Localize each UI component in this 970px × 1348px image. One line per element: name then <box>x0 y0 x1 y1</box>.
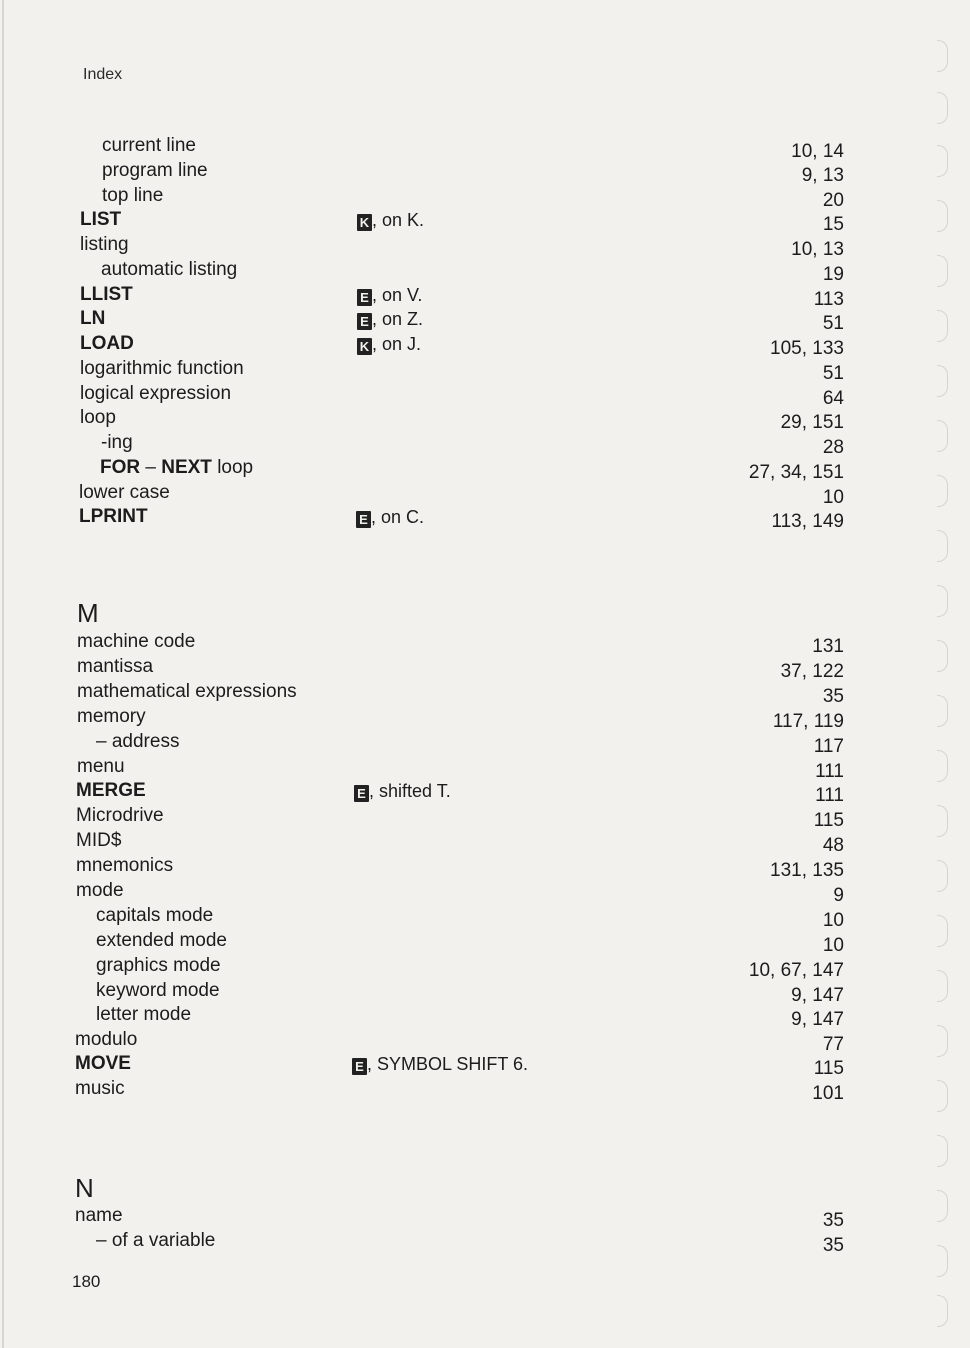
entry-term: FOR – NEXT loop <box>100 457 254 478</box>
index-entry <box>0 208 970 235</box>
entry-pages: 117, 119 <box>772 711 844 732</box>
entry-pages: 111 <box>815 785 844 806</box>
entry-term: Microdrive <box>76 805 164 826</box>
entry-term: name <box>75 1205 123 1226</box>
index-entry <box>0 481 970 508</box>
entry-keyword: LIST <box>80 209 122 230</box>
entry-term: machine code <box>77 631 196 652</box>
entry-pages: 35 <box>822 1210 844 1231</box>
keyboard-mode-icon: K <box>357 214 372 231</box>
entry-pages: 77 <box>822 1034 844 1055</box>
keyboard-mode-icon: E <box>356 511 371 528</box>
index-entry <box>0 134 970 162</box>
index-entry <box>0 357 970 384</box>
entry-pages: 10 <box>822 910 844 931</box>
entry-pages: 64 <box>822 388 844 409</box>
index-entry <box>0 332 970 359</box>
entry-pages: 10, 13 <box>791 239 844 260</box>
entry-term: mantissa <box>77 656 154 677</box>
index-entry <box>0 979 970 1006</box>
keyboard-mode-icon: E <box>352 1058 367 1075</box>
entry-pages: 113, 149 <box>771 511 844 532</box>
index-entry <box>0 655 970 682</box>
entry-term: – of a variable <box>96 1230 216 1251</box>
entry-key: K , on K. <box>357 208 424 232</box>
entry-term: MID$ <box>76 830 122 851</box>
entry-term: graphics mode <box>96 955 221 976</box>
entry-term: capitals mode <box>96 905 214 926</box>
entry-keyword: LN <box>80 308 106 329</box>
page-number: 180 <box>72 1272 101 1291</box>
index-entry <box>0 904 970 931</box>
entry-term: program line <box>102 160 208 181</box>
entry-key: E , shifted T. <box>354 779 451 803</box>
entry-pages: 9, 147 <box>791 1009 844 1030</box>
entry-pages: 115 <box>813 1058 844 1079</box>
entry-pages: 9, 13 <box>801 165 844 186</box>
entry-term: logarithmic function <box>80 358 244 379</box>
index-entry <box>0 1204 970 1231</box>
entry-keyword: MERGE <box>76 780 146 801</box>
index-entry <box>0 680 970 707</box>
entry-pages: 27, 34, 151 <box>748 462 844 483</box>
entry-pages: 9 <box>833 885 844 906</box>
index-entry <box>0 406 970 433</box>
index-entry <box>0 233 970 260</box>
index-entry <box>0 258 970 285</box>
entry-pages: 51 <box>822 363 844 384</box>
entry-key: K , on J. <box>357 332 421 356</box>
entry-pages: 37, 122 <box>780 661 844 682</box>
index-entry <box>0 1003 970 1030</box>
entry-pages: 111 <box>815 761 844 782</box>
index-entry <box>0 431 970 458</box>
index-entry <box>0 630 970 657</box>
index-entry <box>0 829 970 856</box>
index-entry <box>0 159 970 186</box>
entry-pages: 115 <box>813 810 844 831</box>
index-entry <box>0 779 970 806</box>
index-entry <box>0 1052 970 1079</box>
entry-pages: 19 <box>822 264 844 285</box>
entry-pages: 101 <box>812 1083 844 1104</box>
index-entry <box>0 1077 970 1104</box>
keyboard-mode-icon: E <box>357 313 372 330</box>
entry-pages: 35 <box>822 686 844 707</box>
entry-pages: 10 <box>822 487 844 508</box>
entry-key: E , on C. <box>356 505 424 529</box>
index-entry <box>0 804 970 831</box>
entry-pages: 9, 147 <box>791 985 844 1006</box>
entry-pages: 20 <box>822 190 844 211</box>
entry-term: -ing <box>101 432 133 453</box>
entry-pages: 35 <box>822 1235 844 1256</box>
entry-pages: 15 <box>822 214 844 235</box>
entry-pages: 131, 135 <box>770 860 844 881</box>
entry-pages: 105, 133 <box>770 338 844 359</box>
index-entry <box>0 382 970 409</box>
index-entry <box>0 1028 970 1055</box>
index-entry <box>0 184 970 211</box>
entry-term: modulo <box>75 1029 138 1050</box>
entry-term: logical expression <box>80 383 232 404</box>
index-entry <box>0 854 970 881</box>
entry-key: E , on V. <box>357 283 422 307</box>
entry-pages: 10 <box>822 935 844 956</box>
entry-pages: 48 <box>822 835 844 856</box>
entry-term: – address <box>96 731 180 752</box>
entry-key: E , on Z. <box>357 307 423 331</box>
entry-term: automatic listing <box>101 259 238 280</box>
index-entry <box>0 954 970 981</box>
index-entry <box>0 730 970 757</box>
entry-pages: 131 <box>812 636 844 657</box>
index-entry <box>0 879 970 906</box>
index-entry <box>0 755 970 782</box>
index-entry <box>0 283 970 310</box>
entry-pages: 10, 67, 147 <box>748 960 844 981</box>
keyboard-mode-icon: K <box>357 338 372 355</box>
entry-term: music <box>75 1078 125 1099</box>
entry-pages: 117 <box>813 736 844 757</box>
entry-term: menu <box>77 756 125 777</box>
index-entry <box>0 505 970 532</box>
keyboard-mode-icon: E <box>357 289 372 306</box>
entry-term: letter mode <box>96 1004 192 1025</box>
entry-term: lower case <box>79 482 170 503</box>
entry-term: loop <box>80 407 116 428</box>
entry-keyword: MOVE <box>75 1053 131 1074</box>
entry-term: extended mode <box>96 930 227 951</box>
entry-term: mode <box>76 880 124 901</box>
running-head: Index <box>83 66 123 83</box>
entry-term: memory <box>77 706 146 727</box>
entry-term: listing <box>80 234 129 255</box>
entry-term: keyword mode <box>96 980 220 1001</box>
section-heading-n: N <box>75 1173 94 1203</box>
entry-pages: 113 <box>813 289 844 310</box>
entry-term: mnemonics <box>76 855 174 876</box>
entry-keyword: LPRINT <box>79 506 148 527</box>
entry-keyword: LLIST <box>80 284 133 305</box>
index-entry <box>0 1229 970 1256</box>
entry-pages: 28 <box>822 437 844 458</box>
index-entry <box>0 705 970 732</box>
entry-pages: 10, 14 <box>791 141 844 162</box>
entry-term: top line <box>102 185 164 206</box>
entry-key: E , SYMBOL SHIFT 6. <box>352 1052 528 1076</box>
entry-term: mathematical expressions <box>77 681 297 702</box>
index-entry <box>0 307 970 334</box>
index-entry <box>0 929 970 956</box>
entry-pages: 51 <box>822 313 844 334</box>
entry-keyword: LOAD <box>80 333 134 354</box>
entry-term: current line <box>102 135 196 156</box>
index-entry <box>0 456 970 483</box>
keyboard-mode-icon: E <box>354 785 369 802</box>
section-heading-m: M <box>77 598 99 628</box>
entry-pages: 29, 151 <box>780 412 844 433</box>
